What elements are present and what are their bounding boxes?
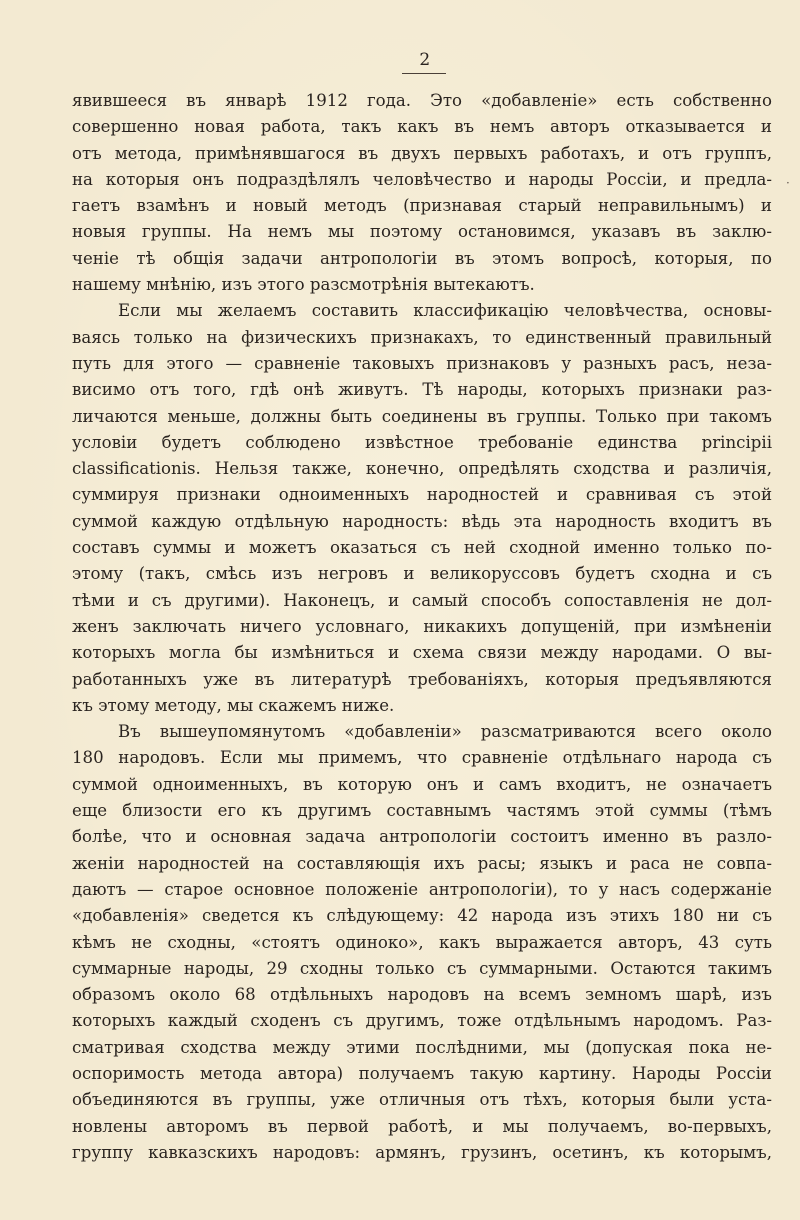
text-line: группу кавказскихъ народовъ: армянъ, грузинъ, осетинъ, къ которымъ, [72, 1142, 772, 1162]
text-line: личаются меньше, должны быть соединены въ группы. Только при такомъ [72, 406, 772, 426]
text-line: еще близости его къ другимъ составнымъ частямъ этой суммы (тѣмъ [72, 801, 772, 821]
text-line: образомъ около 68 отдѣльныхъ народовъ на всемъ земномъ шарѣ, изъ [72, 985, 772, 1005]
margin-mark: · [786, 176, 790, 190]
text-line: суммой одноименныхъ, въ которую онъ и самъ входитъ, не означаетъ [72, 774, 772, 794]
text-line: новыя группы. На немъ мы поэтому остановимся, указавъ въ заклю- [72, 222, 772, 242]
text-line: женіи народностей на составляющія ихъ расы; языкъ и раса не совпа- [72, 853, 772, 873]
text-line: работанныхъ уже въ литературѣ требованіяхъ, которыя предъявляются [72, 669, 772, 689]
text-line: суммируя признаки одноименныхъ народностей и сравнивая съ этой [72, 485, 772, 505]
text-line: этому (такъ, смѣсь изъ негровъ и великоруссовъ будетъ сходна и съ [72, 564, 772, 584]
text-line: которыхъ могла бы измѣниться и схема связи между народами. О вы- [72, 643, 772, 663]
text-line: совершенно новая работа, такъ какъ въ немъ авторъ отказывается и [72, 117, 772, 137]
page-number: 2 [419, 50, 431, 70]
text-line: 180 народовъ. Если мы примемъ, что сравненіе отдѣльнаго народа съ [72, 748, 772, 768]
text-line: путь для этого — сравненіе таковыхъ признаковъ у разныхъ расъ, неза- [72, 353, 772, 373]
text-line: условіи будетъ соблюдено извѣстное требованіе единства principii [72, 432, 772, 452]
text-line: оспоримость метода автора) получаемъ такую картину. Народы Россіи [72, 1063, 772, 1083]
text-line: ваясь только на физическихъ признакахъ, то единственный правильный [72, 327, 772, 347]
text-line: «добавленія» сведется къ слѣдующему: 42 народа изъ этихъ 180 ни съ [72, 906, 772, 926]
text-line: на которыя онъ подраздѣлялъ человѣчество и народы Россіи, и предла- [72, 169, 772, 189]
text-line: объединяются въ группы, уже отличныя отъ тѣхъ, которыя были уста- [72, 1090, 772, 1110]
text-line: суммой каждую отдѣльную народность: вѣдь эта народность входитъ въ [72, 511, 772, 531]
text-line: сматривая сходства между этими послѣдними, мы (допуская пока не- [72, 1037, 772, 1057]
text-line: Если мы желаемъ составить классификацію человѣчества, основы- [118, 301, 772, 321]
text-line: къ этому методу, мы скажемъ ниже. [72, 695, 395, 715]
text-line: висимо отъ того, гдѣ онѣ живутъ. Тѣ народы, которыхъ признаки раз- [72, 380, 772, 400]
text-line: явившееся въ январѣ 1912 года. Это «добавленіе» есть собственно [72, 91, 772, 110]
text-line: classificationis. Нельзя также, конечно, опредѣлять сходства и различія, [72, 459, 772, 479]
text-line: даютъ — старое основное положеніе антропологіи), то у насъ содержаніе [72, 879, 772, 899]
text-line: гаетъ взамѣнъ и новый методъ (признавая старый неправильнымъ) и [72, 196, 772, 216]
text-line: болѣе, что и основная задача антропологіи состоитъ именно въ разло- [72, 827, 772, 847]
text-line: тѣми и съ другими). Наконецъ, и самый способъ сопоставленія не дол- [72, 590, 772, 610]
text-line: Въ вышеупомянутомъ «добавленіи» разсматриваются всего около [118, 722, 772, 742]
text-line: новлены авторомъ въ первой работѣ, и мы получаемъ, во-первыхъ, [72, 1116, 772, 1136]
page-number-rule [402, 73, 446, 74]
text-line: женъ заключать ничего условнаго, никакихъ допущеній, при измѣненіи [72, 616, 772, 636]
body-text [72, 88, 772, 1166]
text-line: ченіе тѣ общія задачи антропологіи въ этомъ вопросѣ, которыя, по [72, 248, 772, 268]
text-line: отъ метода, примѣнявшагося въ двухъ первыхъ работахъ, и отъ группъ, [72, 143, 772, 163]
text-line: нашему мнѣнію, изъ этого разсмотрѣнія вытекаютъ. [72, 275, 535, 295]
text-line: кѣмъ не сходны, «стоятъ одиноко», какъ выражается авторъ, 43 суть [72, 932, 772, 952]
text-line: суммарные народы, 29 сходны только съ суммарными. Остаются такимъ [72, 958, 772, 978]
text-line: которыхъ каждый сходенъ съ другимъ, тоже отдѣльнымъ народомъ. Раз- [72, 1011, 772, 1031]
text-line: составъ суммы и можетъ оказаться съ ней сходной именно только по- [72, 538, 772, 558]
